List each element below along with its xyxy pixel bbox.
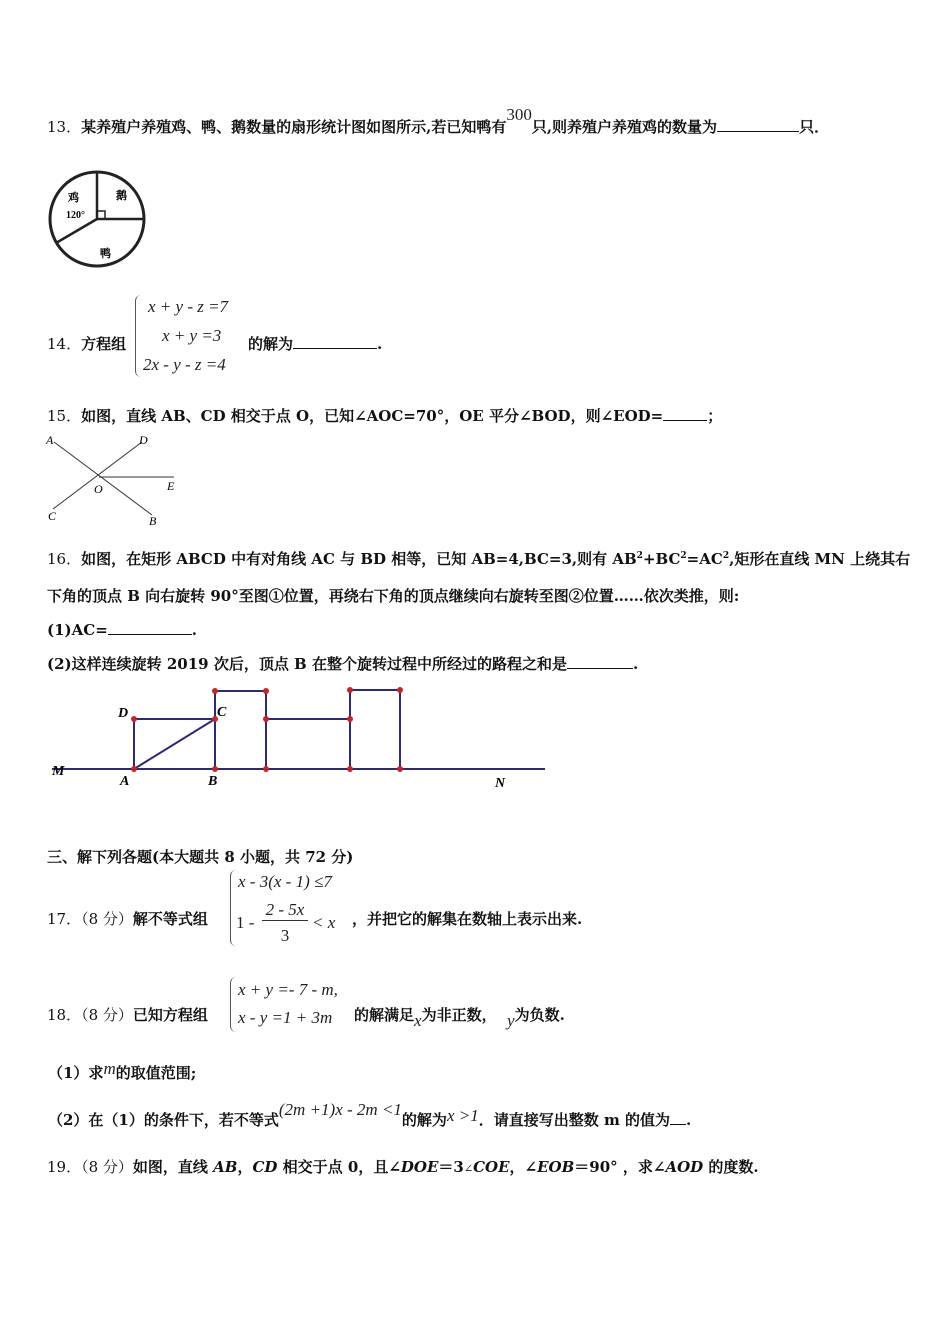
q16-sub2-end: . xyxy=(632,655,639,673)
q17-frac-numerator: 2 - 5x xyxy=(262,900,308,921)
q17-label: 解不等式组 xyxy=(132,910,208,928)
q16-sub1-blank xyxy=(108,620,192,635)
q16-number: 16． xyxy=(47,550,82,568)
q14-label: 方程组 xyxy=(81,335,127,353)
q15-answer-blank xyxy=(663,406,707,421)
q16-line1-c: =AC xyxy=(686,550,723,568)
q16-sub1 xyxy=(47,620,197,639)
fig15-label-e: E xyxy=(167,479,175,493)
q19-text-c: 相交于点 0，且∠ xyxy=(277,1158,401,1176)
q18-line xyxy=(47,1004,208,1025)
line-ab xyxy=(54,442,152,515)
q18-p2-inequality: (2m +1)x - 2m <1 xyxy=(278,1100,402,1119)
q19-number: 19．（8 分） xyxy=(47,1158,133,1176)
q18-eq1: x + y =- 7 - m, xyxy=(238,980,338,999)
q16-sup1: 2 xyxy=(636,551,643,561)
q16-sub2 xyxy=(47,653,638,674)
q17-frac-denominator: 3 xyxy=(280,926,290,945)
q17-number: 17．（8 分） xyxy=(47,910,133,928)
q18-p2-a: （2）在（1）的条件下，若不等式 xyxy=(48,1111,279,1129)
q19-text-g: 的度数. xyxy=(703,1158,759,1176)
line-cd xyxy=(53,442,142,509)
q14-eq3: 2x - y - z =4 xyxy=(143,355,226,374)
pie-label-goose: 鹅 xyxy=(116,190,127,202)
pie-angle-label: 120° xyxy=(66,210,85,221)
q14-end: . xyxy=(377,335,383,353)
q14-eq2: x + y =3 xyxy=(162,326,222,345)
q18-p1-b: 的取值范围; xyxy=(115,1064,197,1082)
q18-number: 18．（8 分） xyxy=(47,1006,133,1024)
fig16-label-b: B xyxy=(208,774,218,789)
q14-tail-text: 的解为 xyxy=(248,335,294,353)
q15-end: ； xyxy=(707,407,723,425)
q19-doe: DOE xyxy=(400,1158,439,1176)
q13-line xyxy=(47,105,830,137)
q18-p2-b: 的解为 xyxy=(401,1111,447,1129)
q19-cd: CD xyxy=(252,1158,278,1176)
q13-text-c: 只． xyxy=(799,118,830,136)
q18-part2 xyxy=(48,1100,692,1130)
q19-coe: COE xyxy=(473,1158,510,1176)
q18-tail-c: 为负数. xyxy=(514,1006,565,1024)
q14-line xyxy=(47,333,126,354)
q14-answer-blank xyxy=(293,334,377,349)
rectangle-position-2 xyxy=(266,719,350,769)
q19-small-angle: ∠ xyxy=(463,1162,474,1175)
q16-sub2-blank xyxy=(567,654,633,669)
q19-ab: AB xyxy=(213,1158,238,1176)
q19-aod: AOD xyxy=(665,1158,704,1176)
q16-line1 xyxy=(47,548,910,569)
q15-figure xyxy=(40,428,190,532)
q16-line2: 下角的顶点 B 向右旋转 90°至图①位置，再绕右下角的顶点继续向右旋转至图②位置……依次类推，则: xyxy=(47,587,740,605)
q15-number: 15． xyxy=(47,407,82,425)
fig15-label-d: D xyxy=(139,433,148,447)
fig16-label-a: A xyxy=(120,774,130,789)
q18-eq2: x - y =1 + 3m xyxy=(238,1008,333,1027)
fig16-label-d: D xyxy=(118,706,129,721)
q13-answer-blank xyxy=(717,117,799,132)
diagonal-ac xyxy=(134,719,215,769)
q13-text-a: 某养殖户养殖鸡、鸭、鹅数量的扇形统计图如图所示,若已知鸭有 xyxy=(81,118,507,136)
q14-tail xyxy=(248,333,382,354)
q14-eq1: x + y - z =7 xyxy=(148,297,229,316)
pie-label-chicken: 鸡 xyxy=(68,192,79,204)
q16-sup2: 2 xyxy=(680,551,687,561)
q14-brace xyxy=(135,295,142,377)
q15-text: 如图，直线 AB、CD 相交于点 O，已知∠AOC=70°，OE 平分∠BOD，则∠EOD= xyxy=(81,407,664,425)
q19-text-b: ， xyxy=(237,1158,253,1176)
fig15-label-b: B xyxy=(149,514,157,528)
fig16-label-n: N xyxy=(495,776,506,791)
q19-line xyxy=(47,1156,759,1177)
q13-value: 300 xyxy=(506,105,532,124)
q19-text-f: ＝90° ，求∠ xyxy=(574,1158,666,1176)
q16-sub1-end: . xyxy=(191,621,198,639)
q18-p2-end: . xyxy=(686,1111,692,1129)
q17-ineq2-a: 1 - xyxy=(236,913,255,932)
fig15-label-a: A xyxy=(46,433,54,447)
q17-brace xyxy=(230,870,237,946)
q15-line xyxy=(47,405,722,426)
pie-radius-left xyxy=(56,219,97,243)
q19-text-d: ＝3 xyxy=(438,1158,464,1176)
q16-line1-d: ,矩形在直线 MN 上绕其右 xyxy=(729,550,911,568)
q18-tail-b: 为非正数， xyxy=(421,1006,497,1024)
q16-sub2-text: (2)这样连续旋转 2019 次后，顶点 B 在整个旋转过程中所经过的路程之和是 xyxy=(47,655,567,673)
q18-label: 已知方程组 xyxy=(132,1006,208,1024)
pie-label-duck: 鸭 xyxy=(100,248,111,260)
q18-p1-a: （1）求 xyxy=(48,1064,104,1082)
q17-line xyxy=(47,908,208,929)
q16-sup3: 2 xyxy=(722,551,730,561)
q19-text-e: ，∠ xyxy=(509,1158,538,1176)
q14-number: 14． xyxy=(47,335,82,353)
section-3-heading: 三、解下列各题(本大题共 8 小题，共 72 分) xyxy=(47,848,354,866)
q13-text-b: 只,则养殖户养殖鸡的数量为 xyxy=(531,118,718,136)
fig16-label-m: M xyxy=(52,764,65,779)
q13-number: 13． xyxy=(47,118,82,136)
fig15-label-c: C xyxy=(48,509,57,523)
q18-tail xyxy=(354,1004,565,1030)
q18-brace xyxy=(230,977,237,1032)
q18-part1 xyxy=(48,1059,197,1083)
q16-line1-a: 如图，在矩形 ABCD 中有对角线 AC 与 BD 相等，已知 AB=4,BC=3,则有 AB xyxy=(81,550,637,568)
rectangle-position-3 xyxy=(350,690,400,769)
q18-p2-solution: x >1 xyxy=(446,1106,479,1125)
q16-line1-b: +BC xyxy=(642,550,681,568)
q19-eob: EOB xyxy=(537,1158,575,1176)
q17-ineq2-b: < x xyxy=(312,913,336,932)
q18-p1-var: m xyxy=(103,1059,116,1078)
q18-p2-c: ．请直接写出整数 m 的值为 xyxy=(478,1111,671,1129)
q19-text-a: 如图，直线 xyxy=(132,1158,214,1176)
fig16-label-c: C xyxy=(217,705,227,720)
rectangle-position-1 xyxy=(215,691,266,769)
q18-p2-blank xyxy=(670,1110,686,1125)
q16-figure xyxy=(40,680,560,795)
fig15-label-o: O xyxy=(94,482,103,496)
q18-var-y: y xyxy=(507,1011,515,1030)
q18-var-x: x xyxy=(414,1011,422,1030)
q17-tail: ，并把它的解集在数轴上表示出来. xyxy=(352,910,583,928)
q16-sub1-text: (1)AC= xyxy=(47,621,108,639)
q18-tail-a: 的解满足 xyxy=(354,1006,415,1024)
q17-ineq1: x - 3(x - 1) ≤7 xyxy=(238,872,332,891)
q13-pie-chart xyxy=(46,170,150,270)
